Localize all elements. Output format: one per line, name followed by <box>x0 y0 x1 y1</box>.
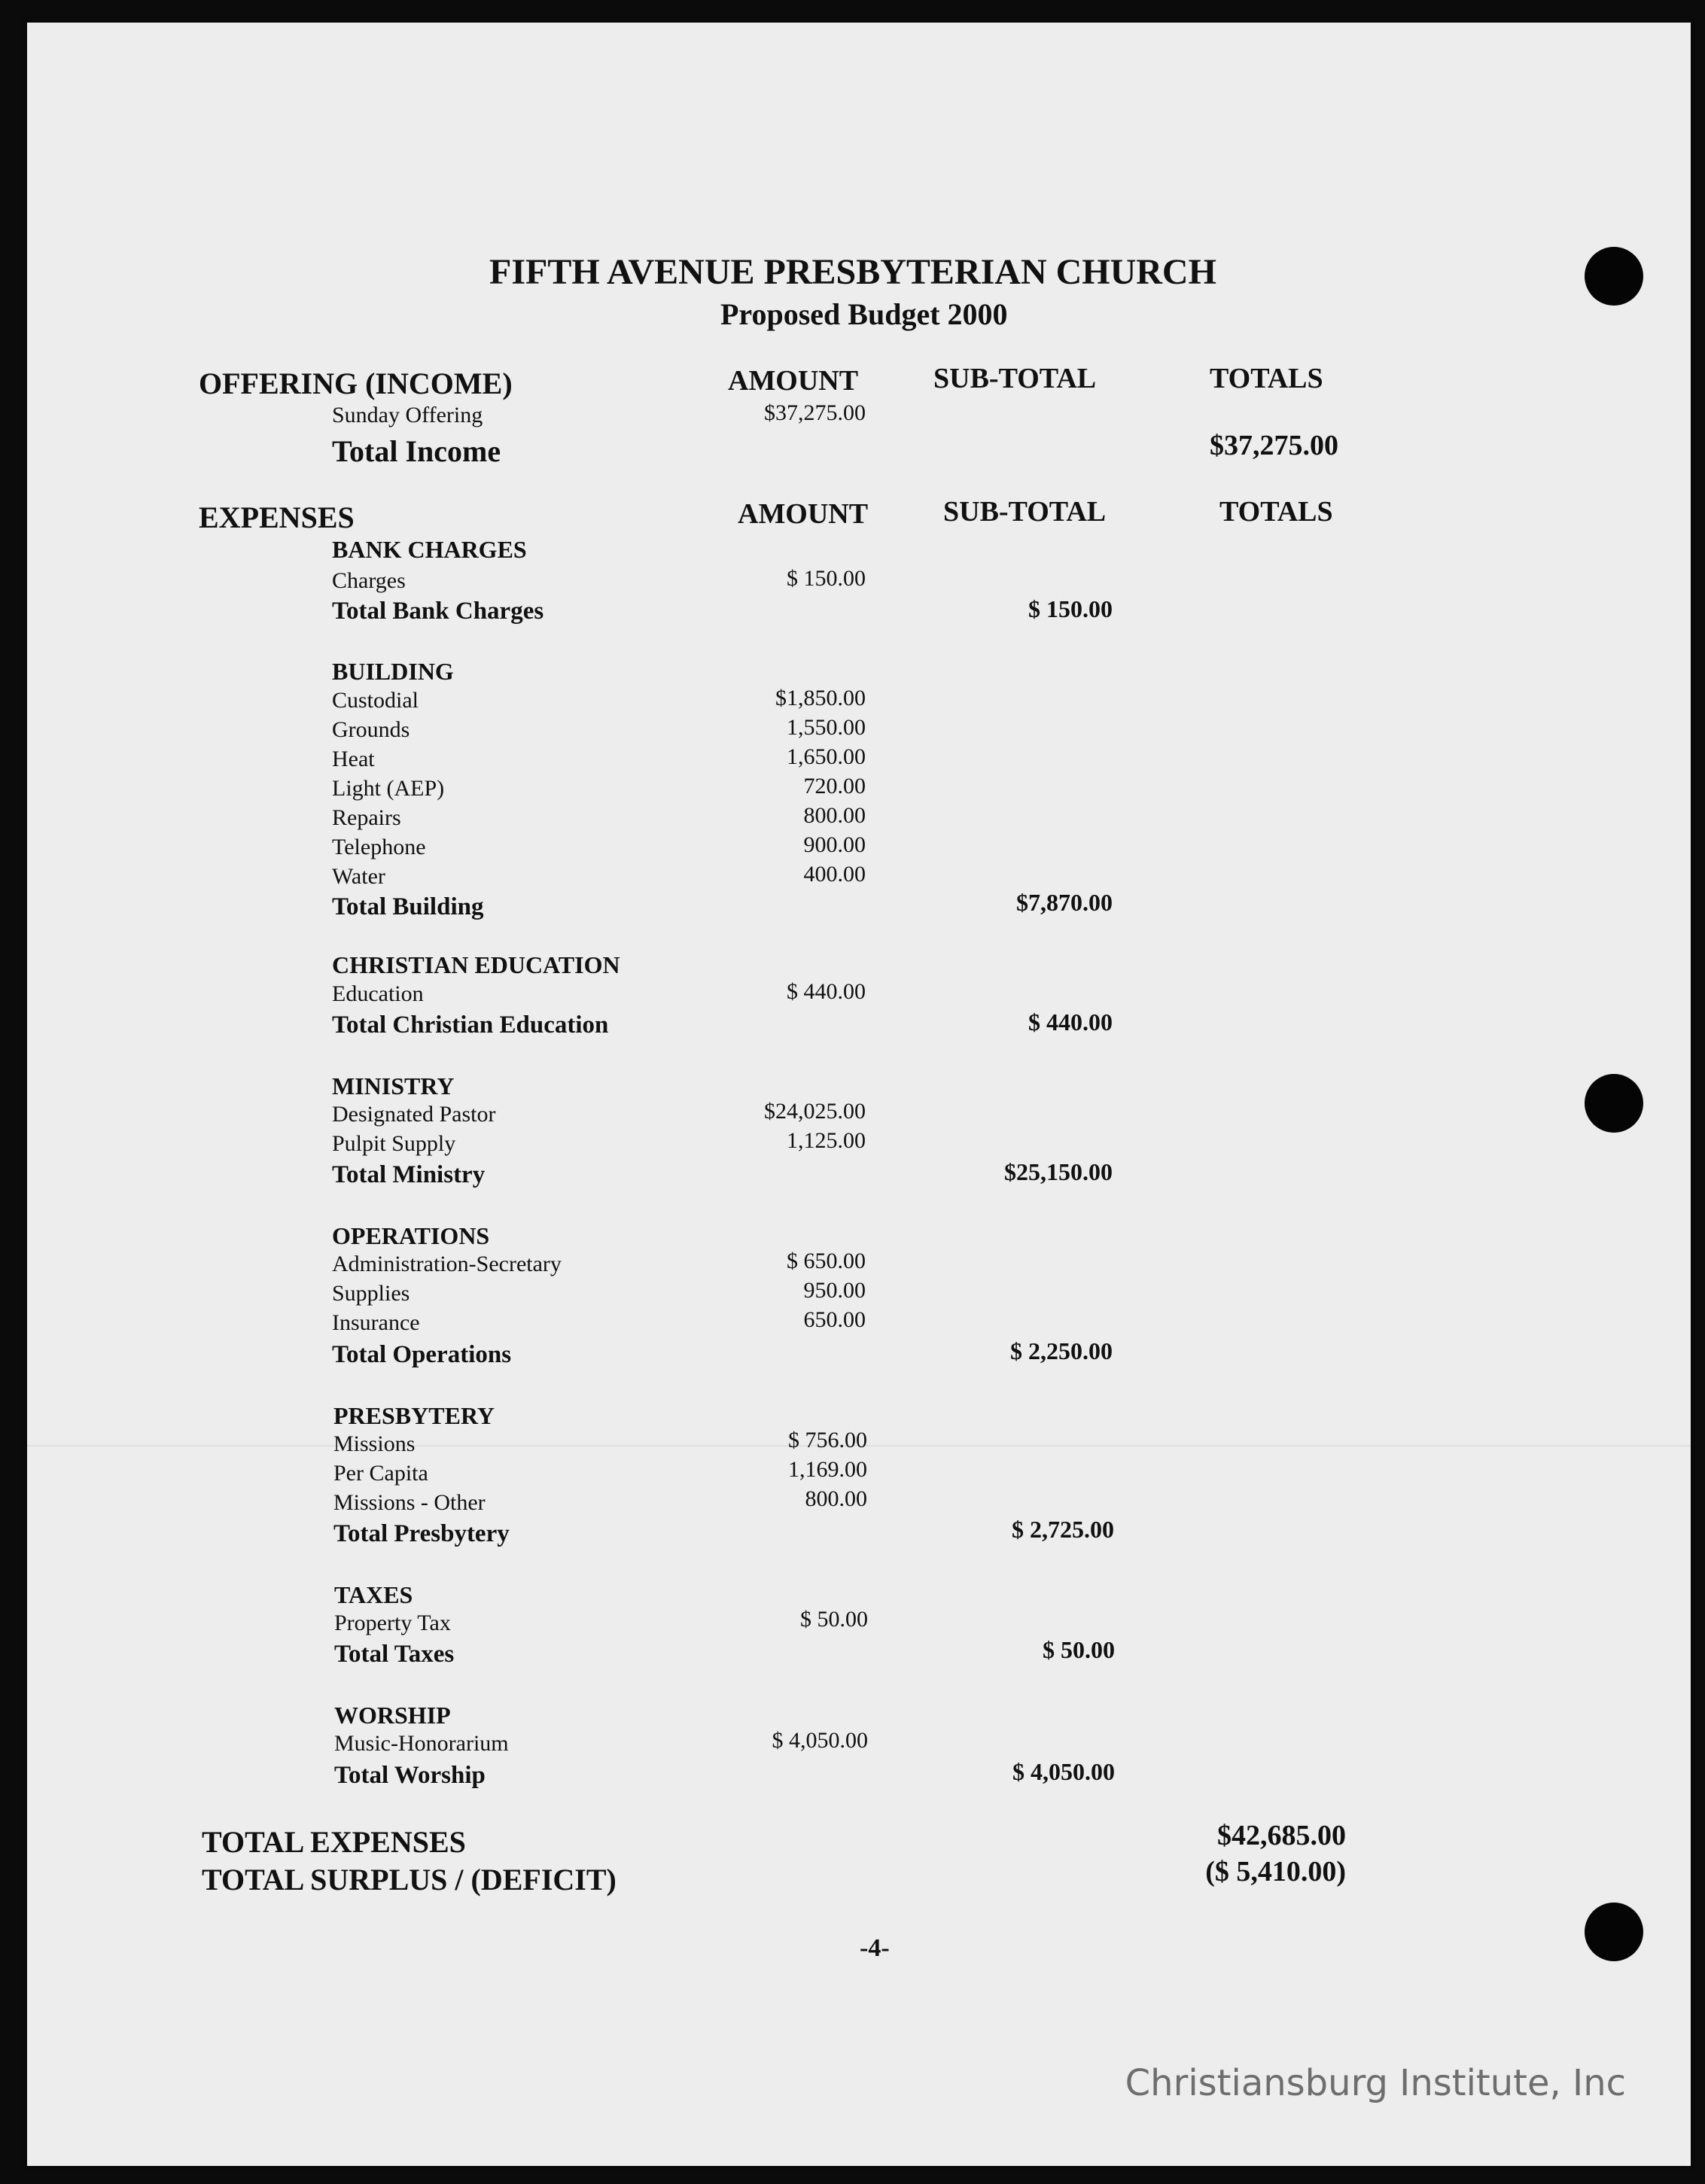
income-item-amount: $37,275.00 <box>764 400 866 425</box>
line-item-amount: $ 50.00 <box>800 1607 868 1632</box>
line-item-amount: 800.00 <box>805 1486 867 1511</box>
line-item-label: Missions <box>333 1431 416 1456</box>
surplus-deficit-value: ($ 5,410.00) <box>1205 1856 1346 1887</box>
line-item-amount: 1,125.00 <box>787 1128 866 1153</box>
total-presbytery-label: Total Presbytery <box>333 1520 510 1547</box>
line-item-label: Per Capita <box>333 1461 428 1486</box>
line-item-label: Education <box>332 981 424 1006</box>
punch-hole <box>1585 1903 1643 1961</box>
category-bank-charges: BANK CHARGES <box>332 536 527 563</box>
category-operations: OPERATIONS <box>332 1222 490 1249</box>
line-item-amount: $ 756.00 <box>788 1428 867 1452</box>
total-presbytery-value: $ 2,725.00 <box>1012 1516 1114 1543</box>
total-christian-education-value: $ 440.00 <box>1028 1008 1113 1036</box>
category-christian-education: CHRISTIAN EDUCATION <box>332 951 620 978</box>
line-item-label: Light (AEP) <box>332 776 445 801</box>
total-bank-charges-value: $ 150.00 <box>1028 595 1113 622</box>
line-item-label: Property Tax <box>334 1611 451 1635</box>
line-item-label: Telephone <box>332 835 426 859</box>
line-item-label: Administration-Secretary <box>332 1252 562 1276</box>
line-item-amount: 1,169.00 <box>788 1457 867 1482</box>
line-item-label: Music-Honorarium <box>334 1731 509 1756</box>
total-building-value: $7,870.00 <box>1016 889 1113 916</box>
total-building-label: Total Building <box>332 893 484 920</box>
page-title: FIFTH AVENUE PRESBYTERIAN CHURCH <box>489 252 1216 292</box>
line-item-label: Grounds <box>332 717 410 742</box>
expenses-heading: EXPENSES <box>199 500 355 534</box>
line-item-amount: $ 150.00 <box>787 566 866 591</box>
total-worship-value: $ 4,050.00 <box>1012 1758 1115 1785</box>
total-operations-label: Total Operations <box>332 1341 512 1368</box>
line-item-amount: 950.00 <box>803 1278 866 1303</box>
line-item-amount: 720.00 <box>803 774 866 798</box>
total-expenses-label: TOTAL EXPENSES <box>202 1825 466 1859</box>
line-item-amount: $ 440.00 <box>787 979 866 1004</box>
income-col-amount: AMOUNT <box>728 365 859 397</box>
total-worship-label: Total Worship <box>334 1762 486 1789</box>
category-taxes: TAXES <box>334 1581 413 1608</box>
line-item-label: Water <box>332 864 385 889</box>
line-item-amount: $ 650.00 <box>787 1249 866 1273</box>
line-item-label: Designated Pastor <box>332 1102 496 1127</box>
total-taxes-label: Total Taxes <box>334 1641 455 1668</box>
line-item-amount: 400.00 <box>803 862 866 887</box>
page-number: -4- <box>860 1934 890 1962</box>
total-income-label: Total Income <box>332 434 501 468</box>
line-item-amount: 800.00 <box>803 803 866 828</box>
line-item-amount: 1,550.00 <box>787 715 866 740</box>
line-item-label: Custodial <box>332 688 419 713</box>
page-subtitle: Proposed Budget 2000 <box>720 297 1008 331</box>
total-operations-value: $ 2,250.00 <box>1010 1337 1113 1364</box>
surplus-deficit-label: TOTAL SURPLUS / (DEFICIT) <box>202 1863 617 1897</box>
line-item-amount: $1,850.00 <box>775 686 866 710</box>
expenses-col-amount: AMOUNT <box>738 498 869 530</box>
line-item-label: Charges <box>332 568 406 593</box>
total-ministry-label: Total Ministry <box>332 1161 486 1188</box>
total-income-value: $37,275.00 <box>1210 430 1338 461</box>
line-item-label: Pulpit Supply <box>332 1131 456 1156</box>
expenses-col-totals: TOTALS <box>1219 496 1333 528</box>
total-ministry-value: $25,150.00 <box>1004 1158 1113 1185</box>
total-christian-education-label: Total Christian Education <box>332 1011 609 1039</box>
category-building: BUILDING <box>332 658 454 685</box>
punch-hole <box>1585 1074 1643 1133</box>
punch-hole <box>1585 247 1643 306</box>
line-item-amount: $ 4,050.00 <box>772 1728 868 1753</box>
line-item-amount: 1,650.00 <box>787 744 866 769</box>
category-ministry: MINISTRY <box>332 1072 455 1100</box>
total-expenses-value: $42,685.00 <box>1217 1820 1346 1851</box>
income-heading: OFFERING (INCOME) <box>199 367 513 400</box>
line-item-label: Insurance <box>332 1310 420 1335</box>
line-item-amount: $24,025.00 <box>764 1099 866 1124</box>
line-item-label: Repairs <box>332 805 401 830</box>
expenses-col-subtotal: SUB-TOTAL <box>943 496 1107 528</box>
income-item-label: Sunday Offering <box>332 403 483 427</box>
line-item-label: Missions - Other <box>333 1490 486 1515</box>
category-presbytery: PRESBYTERY <box>333 1402 495 1429</box>
income-col-totals: TOTALS <box>1210 363 1323 394</box>
line-item-label: Heat <box>332 747 375 771</box>
total-bank-charges-label: Total Bank Charges <box>332 598 544 625</box>
income-col-subtotal: SUB-TOTAL <box>933 363 1097 394</box>
line-item-amount: 650.00 <box>803 1307 866 1332</box>
line-item-label: Supplies <box>332 1281 410 1306</box>
watermark: Christiansburg Institute, Inc <box>1125 2062 1626 2104</box>
total-taxes-value: $ 50.00 <box>1043 1636 1115 1663</box>
line-item-amount: 900.00 <box>803 832 866 857</box>
category-worship: WORSHIP <box>334 1702 451 1729</box>
